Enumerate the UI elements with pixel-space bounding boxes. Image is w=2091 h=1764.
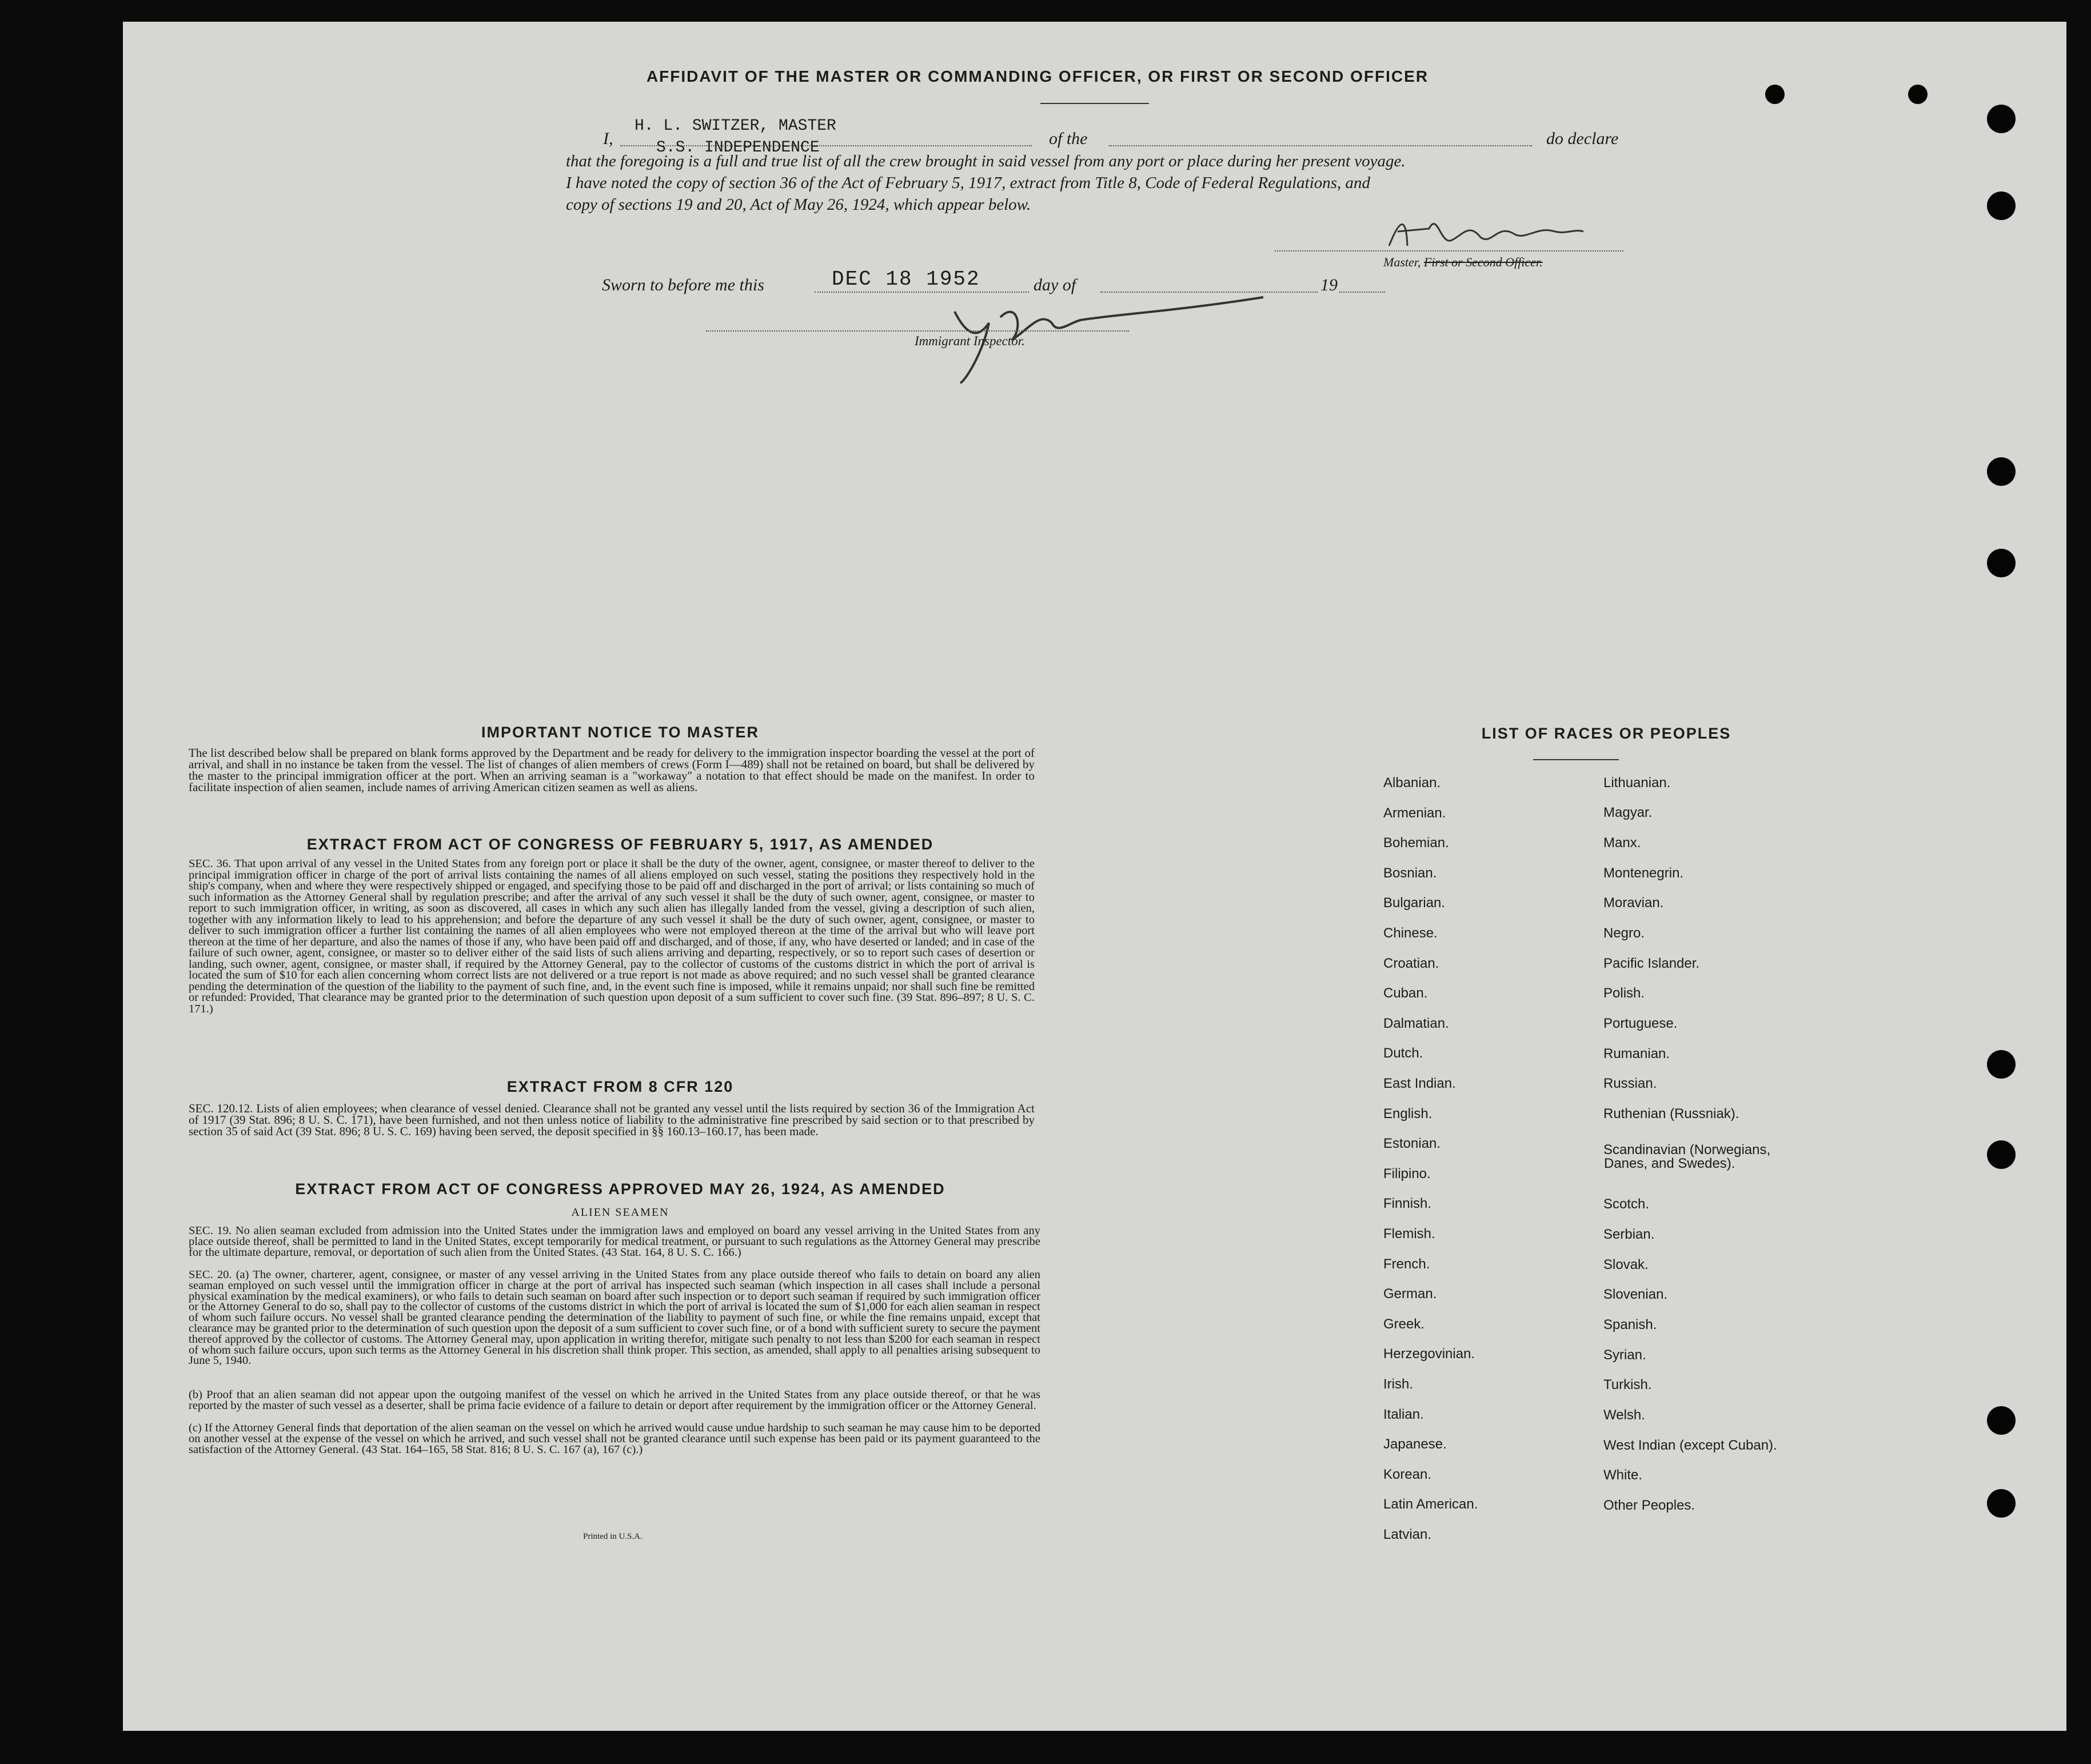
punch-hole xyxy=(1987,191,2016,220)
affidavit-line4: copy of sections 19 and 20, Act of May 26, 1924, which appear below. xyxy=(566,195,1031,214)
master-signature-image xyxy=(1383,206,1589,257)
race-item: Greek. xyxy=(1383,1316,1425,1332)
race-item: Japanese. xyxy=(1383,1436,1447,1452)
race-item: Filipino. xyxy=(1383,1166,1431,1182)
race-item: Danes, and Swedes). xyxy=(1604,1156,1735,1171)
race-item: French. xyxy=(1383,1256,1430,1272)
inspector-signature-line xyxy=(706,330,1129,332)
race-item: Chinese. xyxy=(1383,925,1438,941)
race-item: Portuguese. xyxy=(1603,1016,1678,1031)
race-item: Flemish. xyxy=(1383,1226,1435,1242)
master-caption-kept: Master, xyxy=(1383,255,1421,269)
affidavit-line2: that the foregoing is a full and true list of all the crew brought in said vessel from any port or place during her present voyage. xyxy=(566,152,1406,170)
typed-vessel-name: S.S. INDEPENDENCE xyxy=(656,139,820,157)
race-item: Ruthenian (Russniak). xyxy=(1603,1106,1739,1122)
punch-hole xyxy=(1987,1406,2016,1435)
punch-hole xyxy=(1987,1050,2016,1079)
race-item: Moravian. xyxy=(1603,895,1664,911)
date-stamp: DEC 18 1952 xyxy=(832,268,980,291)
typed-master-name: H. L. SWITZER, MASTER xyxy=(635,117,836,135)
printed-in-usa: Printed in U.S.A. xyxy=(583,1532,643,1541)
extract-1917-body: SEC. 36. That upon arrival of any vessel in the United States from any foreign port or place it shall be the duty of the owner, agent, consignee, or master thereof to deliver to the principal immigration officer in charge of the port of arrival lists containing the names of all aliens employed on such vessel, stating the positions they respectively hold in the ship's company, when and where they were respectively shipped or engaged, and specifying those to be paid off and discharged in the port of arrival; or lists containing so much of such information as the Attorney General shall by regulation prescribe; and after the arrival of any such vessel it shall be the duty of such owner, agent, consignee, or master to report to such immigration officer, in writing, as soon as discovered, all cases in which any such alien has illegally landed from the vessel, giving a description of such alien, together with any information likely to lead to his apprehension; and before the departure of any such vessel it shall be the duty of such owner, agent, consignee, or master to deliver to such immigration officer a further list containing the names of all alien employees who were not employed thereon at the time of the arrival but who will leave port thereon at the time of her departure, and also the names of those if any, who have been paid off and discharged, and of those, if any, who have deserted or landed; and in case of the failure of such owner, agent, consignee, or master so to deliver either of the said lists of such aliens arriving and departing, respectively, or so to report such cases of desertion or landing, such owner, agent, consignee, or master shall, if required by the Attorney General, pay to the collector of customs of the customs district in which the port of arrival is located the sum of $10 for each alien concerning whom correct lists are not delivered or a true report is not made as above required; and no such vessel shall be granted clearance pending the determination of the question of the liability to the payment of such fine, and, in the event such fine is imposed, while it remains unpaid; nor shall such fine be remitted or refunded: Provided, That clearance may be granted prior to the determination of such question upon deposit of a sum sufficient to cover such fine. (39 Stat. 896–897; 8 U. S. C. 171.) xyxy=(189,857,1035,1015)
race-item: Turkish. xyxy=(1603,1377,1652,1392)
extract-1924-para2: SEC. 20. (a) The owner, charterer, agent, consignee, or master of any vessel arriving in the United States from any place outside thereof who fails to detain on board any alien seaman employed on such vessel until the immigration officer in charge at the port of arrival has inspected such seaman (which inspection in all cases shall include a personal physical examination by the medical examiners), or who fails to detain such seaman on board after such inspection or to deport such seaman if required by such immigration officer or the Attorney General to do so, shall pay to the collector of customs of the customs district in which the port of arrival is located the sum of $1,000 for each alien seaman in respect of whom such failure occurs. No vessel shall be granted clearance pending the determination of the liability to payment of such fine, or while the fine remains unpaid, except that clearance may be granted prior to the determination of such question upon the deposit of a sum sufficient to cover such fine, or of a bond with sufficient surety to secure the payment thereof approved by the collector of customs. The Attorney General may, upon application in writing therefor, mitigate such penalty to not less than $200 for each seaman in respect of whom such failure occurs, upon such terms as the Attorney General in his discretion shall think proper. This section, as amended, shall apply to all penalties arising subsequent to June 5, 1940. xyxy=(189,1268,1040,1367)
race-item: Herzegovinian. xyxy=(1383,1346,1475,1362)
extract-1924-para3: (b) Proof that an alien seaman did not appear upon the outgoing manifest of the vessel on which he arrived in the United States from any place outside thereof, or that he was reported by the master of such vessel as a deserter, shall be prima facie evidence of a failure to detain or deport after requirement by the immigration officer or the Attorney General. xyxy=(189,1388,1040,1412)
extract-1924-title: EXTRACT FROM ACT OF CONGRESS APPROVED MAY 26, 1924, AS AMENDED xyxy=(295,1180,945,1198)
race-item: Slovenian. xyxy=(1603,1287,1668,1302)
race-item: Latvian. xyxy=(1383,1527,1432,1542)
races-title-rule xyxy=(1533,759,1619,760)
extract-1924-para4: (c) If the Attorney General finds that deportation of the alien seaman on the vessel on which he arrived would cause undue hardship to such seaman he may cause him to be deported on another vessel at the expense of the vessel on which he arrived, and such vessel shall not be granted clearance until such expense has been paid or its payment guaranteed to the satisfaction of the Attorney General. (43 Stat. 164–165, 58 Stat. 816; 8 U. S. C. 167 (a), 167 (c).) xyxy=(189,1422,1040,1456)
race-item: Bosnian. xyxy=(1383,865,1437,881)
affidavit-line1-end: do declare xyxy=(1546,129,1619,148)
punch-hole xyxy=(1908,85,1928,104)
race-item: Serbian. xyxy=(1603,1227,1655,1242)
race-item: Croatian. xyxy=(1383,955,1439,971)
race-item: Rumanian. xyxy=(1603,1046,1670,1061)
punch-hole xyxy=(1987,1140,2016,1169)
race-item: English. xyxy=(1383,1106,1432,1122)
punch-hole xyxy=(1765,85,1785,104)
race-item: Bulgarian. xyxy=(1383,895,1446,911)
extract-1924-subtitle: ALIEN SEAMEN xyxy=(571,1206,669,1219)
extract-1924-para1: SEC. 19. No alien seaman excluded from admission into the United States under the immigration laws and employed on board any vessel arriving in the United States from any place outside thereof, shall be permitted to land in the United States, except temporarily for medical treatment, or pursuant to such regulations as the Attorney General may prescribe for the ultimate departure, removal, or deportation of such alien from the United States. (43 Stat. 164, 8 U. S. C. 166.) xyxy=(189,1224,1040,1259)
race-item: Italian. xyxy=(1383,1406,1424,1422)
inspector-caption: Immigrant Inspector. xyxy=(915,334,1025,348)
race-item: East Indian. xyxy=(1383,1076,1456,1091)
race-item: Russian. xyxy=(1603,1076,1657,1091)
race-item: Bohemian. xyxy=(1383,835,1449,851)
race-item: Polish. xyxy=(1603,985,1645,1001)
race-item: Latin American. xyxy=(1383,1496,1478,1512)
race-item: White. xyxy=(1603,1467,1643,1483)
extract-cfr-body: SEC. 120.12. Lists of alien employees; when clearance of vessel denied. Clearance shall not be granted any vessel until the lists required by section 36 of the Immigration Act of 1917 (39 Stat. 896; 8 U. S. C. 171), have been furnished, and not then unless notice of liability to the administrative fine prescribed by said section or to that prescribed by section 35 of said Act (39 Stat. 896; 8 U. S. C. 169) having been served, the deposit specified in §§ 160.13–160.17, has been made. xyxy=(189,1101,1035,1138)
sworn-day-of: day of xyxy=(1033,276,1076,294)
races-title: LIST OF RACES OR PEOPLES xyxy=(1481,725,1731,742)
master-caption xyxy=(1383,255,1543,270)
race-item: Pacific Islander. xyxy=(1603,956,1700,971)
race-item: Welsh. xyxy=(1603,1407,1645,1423)
punch-hole xyxy=(1987,1489,2016,1518)
race-item: Spanish. xyxy=(1603,1317,1657,1332)
race-item: Scandinavian (Norwegians, xyxy=(1603,1142,1771,1158)
affidavit-line3: I have noted the copy of section 36 of the Act of February 5, 1917, extract from Title 8, Code of Federal Regulations, and xyxy=(566,174,1371,192)
race-item: Cuban. xyxy=(1383,985,1428,1001)
punch-hole xyxy=(1987,549,2016,577)
extract-cfr-title: EXTRACT FROM 8 CFR 120 xyxy=(506,1078,734,1095)
affidavit-line1-mid: of the xyxy=(1049,129,1088,148)
race-item: Syrian. xyxy=(1603,1347,1646,1363)
race-item: Albanian. xyxy=(1383,775,1441,791)
race-item: Lithuanian. xyxy=(1603,775,1671,791)
race-item: West Indian (except Cuban). xyxy=(1603,1438,1777,1453)
race-item: Dutch. xyxy=(1383,1045,1423,1061)
race-item: Magyar. xyxy=(1603,805,1653,820)
race-item: Estonian. xyxy=(1383,1136,1441,1152)
punch-hole xyxy=(1987,457,2016,486)
race-item: Armenian. xyxy=(1383,805,1446,821)
blank-line-sworn-year xyxy=(1339,292,1385,293)
race-item: German. xyxy=(1383,1286,1437,1302)
master-signature-line xyxy=(1275,250,1623,252)
race-item: Other Peoples. xyxy=(1603,1498,1695,1513)
master-caption-struck: First or Second Officer. xyxy=(1423,255,1543,269)
affidavit-line1-start: I, xyxy=(603,129,613,148)
race-item: Montenegrin. xyxy=(1603,865,1684,881)
extract-1917-title: EXTRACT FROM ACT OF CONGRESS OF FEBRUARY 5, 1917, AS AMENDED xyxy=(306,836,934,853)
blank-line-vessel xyxy=(1109,145,1532,146)
race-item: Negro. xyxy=(1603,925,1645,941)
notice-title: IMPORTANT NOTICE TO MASTER xyxy=(481,724,759,741)
race-item: Slovak. xyxy=(1603,1257,1649,1272)
race-item: Finnish. xyxy=(1383,1196,1432,1212)
race-item: Manx. xyxy=(1603,835,1641,851)
race-item: Irish. xyxy=(1383,1376,1414,1392)
title-rule xyxy=(1040,103,1149,104)
race-item: Scotch. xyxy=(1603,1196,1650,1212)
race-item: Dalmatian. xyxy=(1383,1015,1449,1031)
notice-body: The list described below shall be prepared on blank forms approved by the Department and be ready for delivery to the immigration inspector boarding the vessel at the port of arrival, and shall in no instance be taken from the vessel. The list of changes of alien members of crews (Form I—489) shall not be retained on board, but shall be delivered by the master to the principal immigration officer at the port. When an arriving seaman is a "workaway" a notation to that effect should be made on the manifest. In order to facilitate inspection of alien seamen, include names of arriving American citizen seamen as well as aliens. xyxy=(189,746,1035,794)
affidavit-title: AFFIDAVIT OF THE MASTER OR COMMANDING OFFICER, OR FIRST OR SECOND OFFICER xyxy=(646,67,1429,85)
sworn-year: 19 xyxy=(1320,276,1338,294)
sworn-prefix: Sworn to before me this xyxy=(602,276,764,294)
race-item: Korean. xyxy=(1383,1466,1432,1482)
punch-hole xyxy=(1987,105,2016,133)
